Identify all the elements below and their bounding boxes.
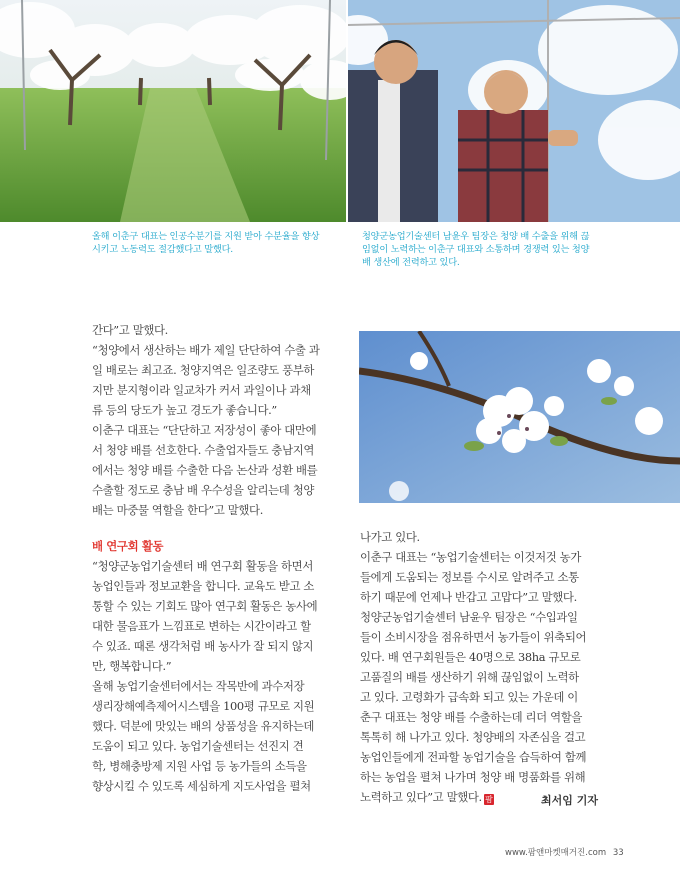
text-line: 수 있죠. 때론 생각처럼 배 농사가 잘 되지 않지 [92,639,314,653]
text-line: 청양군농업기술센터 남윤우 팀장은 “수입과일 [360,610,578,624]
text-line: 있다. 배 연구회원들은 40명으로 38ha 규모로 [360,650,581,664]
right-article-column [360,527,608,807]
text-line: 에서는 청양 배를 수출한 다음 논산과 성환 배를 [92,463,318,477]
text-line: 톡톡히 해 나가고 있다. 청양배의 자존심을 걸고 [360,730,586,744]
right-photo-caption [362,230,612,269]
text-line: 이춘구 대표는 “단단하고 저장성이 좋아 대만에 [92,423,317,437]
text-line: 나가고 있다. [360,530,420,544]
text-line: 통할 수 있는 기회도 많아 연구회 활동은 농사에 [92,599,318,613]
orchard-photo [0,0,346,222]
caption-line: 임없이 노력하는 이춘구 대표와 소통하며 경쟁력 있는 청양 [362,244,590,255]
text-line: 류 등의 당도가 높고 경도가 좋습니다.” [92,403,277,417]
text-line: 올해 농업기술센터에서는 작목반에 과수저장 [92,679,305,693]
farmers-photo [348,0,680,222]
text-line: 고 있다. 고령화가 급속화 되고 있는 가운데 이 [360,690,578,704]
text-line: 지만 분지형이라 일교차가 커서 과일이나 과채 [92,383,311,397]
page-footer [505,846,624,858]
text-line: 도움이 되고 있다. 농업기술센터는 선진지 견 [92,739,304,753]
text-line: 대한 물음표가 느낌표로 변하는 시간이라고 할 [92,619,311,633]
text-line: 들에게 도움되는 정보를 수시로 알려주고 소통 [360,570,579,584]
text-line: 만, 행복합니다.” [92,659,172,673]
left-photo-caption [92,230,342,256]
caption-line: 시키고 노동력도 절감했다고 말했다. [92,244,234,255]
text-line: “청양군농업기술센터 배 연구회 활동을 하면서 [92,559,313,573]
caption-line: 배 생산에 전력하고 있다. [362,257,460,268]
text-line: 하는 농업을 펼쳐 나가며 청양 배 명품화를 위해 [360,770,586,784]
text-line: 간다”고 말했다. [92,323,168,337]
text-line: 고품질의 배를 생산하기 위해 끊임없이 노력하 [360,670,579,684]
text-line: 일 배로는 최고죠. 청양지역은 일조량도 풍부하 [92,363,315,377]
left-article-column [92,320,340,796]
text-line: 이춘구 대표는 “농업기술센터는 이것저것 농가 [360,550,581,564]
caption-line: 청양군농업기술센터 남윤우 팀장은 청양 배 수출을 위해 끊 [362,231,590,242]
text-line: 들이 소비시장을 점유하면서 농가들이 위축되어 [360,630,587,644]
text-line: 농업인들과 정보교환을 합니다. 교육도 받고 소 [92,579,315,593]
author-byline: 최서임 기자 [541,794,598,807]
text-line: “청양에서 생산하는 배가 제일 단단하여 수출 과 [92,343,320,357]
text-line: 춘구 대표는 청양 배를 수출하는데 리더 역할을 [360,710,583,724]
text-line: 향상시킬 수 있도록 세심하게 지도사업을 펼쳐 [92,779,311,793]
end-mark-icon: 팜 [485,795,493,804]
text-line: 배는 마중물 역할을 한다”고 말했다. [92,503,263,517]
section-heading: 배 연구회 활동 [92,539,164,553]
text-line: 수출할 정도로 충남 배 우수성을 알리는데 청양 [92,483,315,497]
page-number: 33 [612,848,624,858]
caption-line: 올해 이춘구 대표는 인공수분기를 지원 받아 수분율을 향상 [92,231,320,242]
pear-blossom-photo [359,331,680,503]
footer-site: www.팜앤마켓매거진.com [505,848,607,858]
text-line: 서 청양 배를 선호한다. 수출업자들도 충남지역 [92,443,315,457]
text-line: 생리장해예측제어시스템을 100평 규모로 지원 [92,699,315,713]
text-line: 했다. 덕분에 맛있는 배의 상품성을 유지하는데 [92,719,315,733]
text-line: 농업인들에게 전파할 농업기술을 습득하여 함께 [360,750,587,764]
text-line: 하기 때문에 언제나 반갑고 고맙다”고 말했다. [360,590,577,604]
text-line: 노력하고 있다”고 말했다. [360,790,482,804]
text-line: 학, 병해충방제 지원 사업 등 농가들의 소득을 [92,759,307,773]
